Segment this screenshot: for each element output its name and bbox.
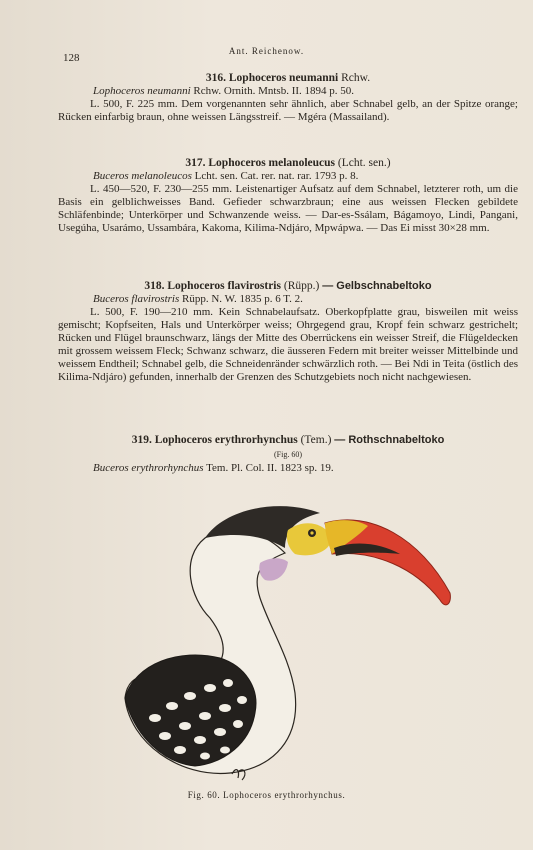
synonym-reference: Rchw. Ornith. Mntsb. II. 1894 p. 50. bbox=[193, 85, 355, 97]
german-name: — Rothschnabeltoko bbox=[334, 434, 445, 446]
running-header: Ant. Reichenow. bbox=[228, 46, 305, 56]
species-author: (Tem.) bbox=[300, 434, 332, 446]
synonym-reference: Rüpp. N. W. 1835 p. 6 T. 2. bbox=[182, 293, 303, 305]
species-title bbox=[58, 72, 518, 85]
synonym-line bbox=[58, 462, 518, 475]
species-number: 318. bbox=[144, 280, 165, 292]
synonym-reference: Tem. Pl. Col. II. 1823 sp. 19. bbox=[206, 462, 334, 474]
german-name: — Gelbschnabeltoko bbox=[322, 280, 432, 292]
species-number: 317. bbox=[185, 157, 206, 169]
page-number: 128 bbox=[63, 52, 80, 64]
synonym-reference: Lcht. sen. Cat. rer. nat. rar. 1793 p. 8. bbox=[194, 170, 359, 182]
synonym-name: Lophoceros neumanni bbox=[93, 85, 191, 97]
species-name: Lophoceros flavirostris bbox=[167, 280, 281, 292]
entry-319 bbox=[58, 434, 518, 475]
synonym-line bbox=[58, 170, 518, 183]
species-description: L. 500, F. 190—210 mm. Kein Schnabelaufsatz. Oberkopfplatte grau, bisweilen mit weiss gemischt; Kopfseiten, Hals und Unterkörper weiss; Ohrgegend grau, Kropf fein schwarz gestrichelt; Rücken und Flügel braunschwarz, längs der Mitte des Oberrückens ein weisser Streif, die Flügeldecken mit grossem weissem Fleck; Schwanz schwarz, die äusseren Federn mit breiter weisser Mittelbinde und weissem Endtheil; Schnabel gelb, die Schneidenränder schwärzlich roth. — Bei Ndi in Teita (östlich des Kilima-Ndjáro) gefunden, innerhalb der Grenzen des Schutzgebiets noch nicht nachgewiesen. bbox=[58, 306, 518, 383]
species-title bbox=[58, 280, 518, 293]
synonym-line bbox=[58, 85, 518, 98]
synonym-name: Buceros erythrorhynchus bbox=[93, 462, 204, 474]
species-name: Lophoceros erythrorhynchus bbox=[154, 434, 298, 446]
entry-317 bbox=[58, 157, 518, 235]
synonym-line bbox=[58, 293, 518, 306]
species-author: (Lcht. sen.) bbox=[337, 157, 391, 169]
hornbill-illustration bbox=[110, 488, 460, 788]
species-title bbox=[58, 434, 518, 447]
synonym-name: Buceros flavirostris bbox=[93, 293, 180, 305]
synonym-name: Buceros melanoleucos bbox=[93, 170, 192, 182]
figure-reference: (Fig. 60) bbox=[274, 450, 302, 459]
figure-caption-text: Lophoceros erythrorhynchus. bbox=[223, 790, 346, 800]
species-description: L. 450—520, F. 230—255 mm. Leistenartiger Aufsatz auf dem Schnabel, letzterer roth, um die Basis ein gelblichweisses Band. Gefieder schwarzbraun; eine aus weissen Flecken gebildete Schläfenbinde; Unterkörper und Schwanzende weiss. — Dar-es-Ssálam, Bágamoyo, Lindi, Pangani, Usegúha, Usarámo, Ussambára, Kakoma, Kilima-Ndjáro, Mpwápwa. — Das Ei misst 30×28 mm. bbox=[58, 183, 518, 234]
species-author: Rchw. bbox=[341, 72, 371, 84]
entry-316 bbox=[58, 72, 518, 124]
species-description: L. 500, F. 225 mm. Dem vorgenannten sehr ähnlich, aber Schnabel gelb, an der Spitze orange; Rücken einfarbig braun, ohne weissen Längsstreif. — Mgéra (Massailand). bbox=[58, 98, 518, 123]
species-number: 316. bbox=[205, 72, 226, 84]
species-name: Lophoceros neumanni bbox=[228, 72, 339, 84]
figure-caption bbox=[0, 790, 533, 800]
species-number: 319. bbox=[131, 434, 152, 446]
species-title bbox=[58, 157, 518, 170]
species-name: Lophoceros melanoleucus bbox=[208, 157, 336, 169]
species-author: (Rüpp.) bbox=[283, 280, 320, 292]
entry-318 bbox=[58, 280, 518, 384]
figure-label: Fig. 60. bbox=[187, 790, 221, 800]
